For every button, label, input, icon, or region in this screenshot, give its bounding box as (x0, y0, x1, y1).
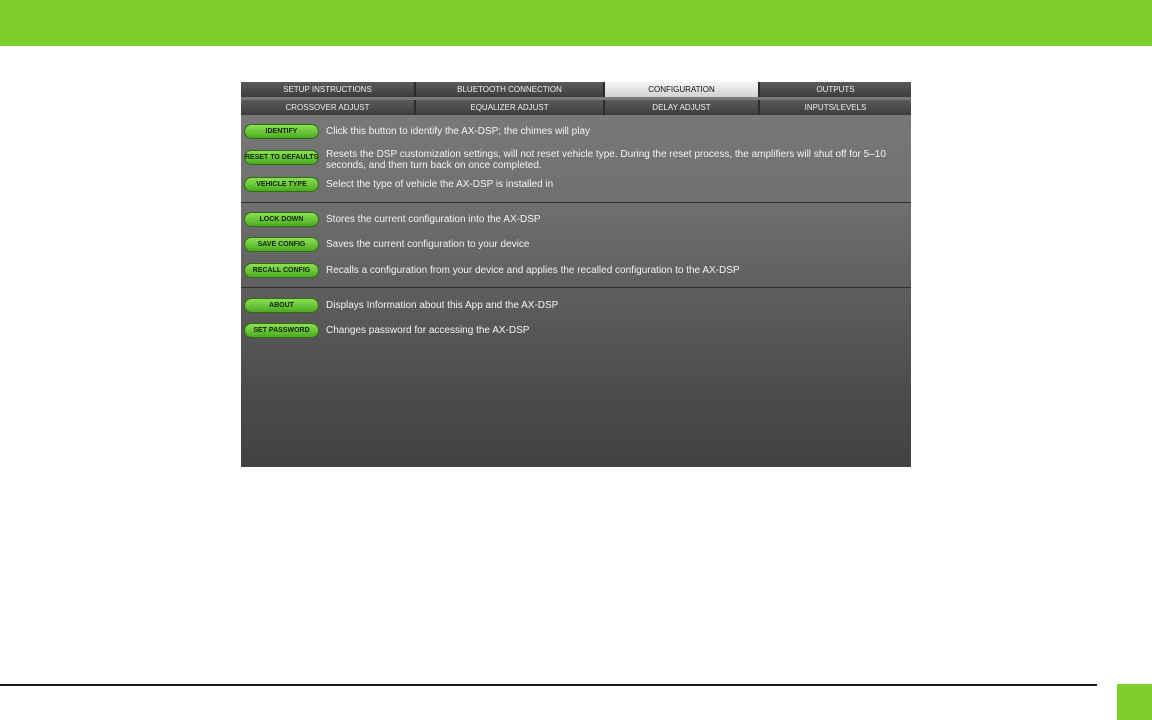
about-button[interactable]: ABOUT (244, 298, 319, 313)
identify-button[interactable]: IDENTIFY (244, 124, 319, 139)
action-row-lock-down (244, 212, 906, 227)
about-description: Displays Information about this App and the AX-DSP (326, 300, 559, 311)
header-accent-bar (0, 0, 1152, 46)
tab-outputs[interactable]: OUTPUTS (760, 82, 911, 97)
lock-down-button[interactable]: LOCK DOWN (244, 212, 319, 227)
tab-configuration[interactable]: CONFIGURATION (605, 82, 760, 97)
set-password-button[interactable]: SET PASSWORD (244, 323, 319, 338)
recall-config-button[interactable]: RECALL CONFIG (244, 263, 319, 278)
lock-down-description: Stores the current configuration into the AX-DSP (326, 214, 541, 225)
save-config-description: Saves the current configuration to your device (326, 239, 530, 250)
tab-row-secondary (241, 100, 911, 115)
section-divider (241, 287, 911, 288)
action-row-vehicle-type (244, 177, 906, 192)
save-config-button[interactable]: SAVE CONFIG (244, 237, 319, 252)
recall-config-description: Recalls a configuration from your device and applies the recalled configuration to the AX-DSP (326, 265, 740, 276)
tab-delay-adjust[interactable]: DELAY ADJUST (605, 100, 760, 115)
vehicle-type-button[interactable]: VEHICLE TYPE (244, 177, 319, 192)
tab-equalizer-adjust[interactable]: EQUALIZER ADJUST (416, 100, 605, 115)
identify-description: Click this button to identify the AX-DSP; the chimes will play (326, 126, 591, 137)
action-row-save-config (244, 237, 906, 252)
tab-setup-instructions[interactable]: SETUP INSTRUCTIONS (241, 82, 416, 97)
action-row-identify (244, 124, 906, 139)
action-row-set-password (244, 323, 906, 338)
tab-row-primary (241, 82, 911, 97)
action-row-reset-to-defaults (244, 150, 906, 171)
reset-to-defaults-description: Resets the DSP customization settings, will not reset vehicle type. During the reset process, the amplifiers will shut off for 5–10 seconds, and then turn back on once completed. (326, 149, 886, 171)
vehicle-type-description: Select the type of vehicle the AX-DSP is installed in (326, 179, 554, 190)
tab-bluetooth-connection[interactable]: BLUETOOTH CONNECTION (416, 82, 605, 97)
tab-inputs-levels[interactable]: INPUTS/LEVELS (760, 100, 911, 115)
tab-crossover-adjust[interactable]: CROSSOVER ADJUST (241, 100, 416, 115)
section-divider (241, 202, 911, 203)
action-row-about (244, 298, 906, 313)
reset-to-defaults-button[interactable]: RESET TO DEFAULTS (244, 150, 319, 165)
configuration-panel (241, 82, 911, 467)
footer-rule (0, 684, 1097, 686)
set-password-description: Changes password for accessing the AX-DSP (326, 325, 530, 336)
footer-accent-block (1117, 684, 1152, 720)
action-row-recall-config (244, 263, 906, 278)
